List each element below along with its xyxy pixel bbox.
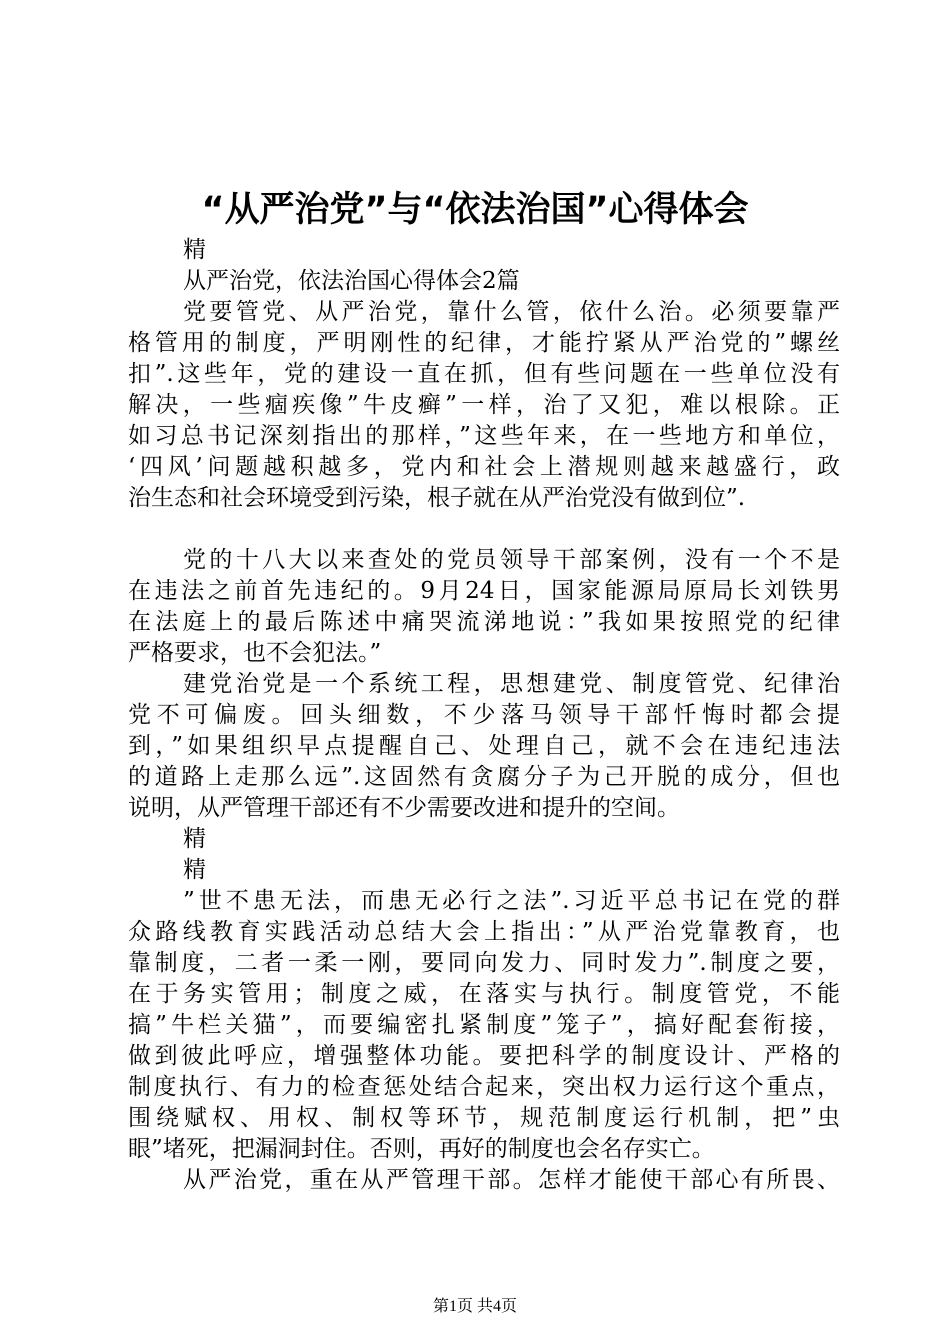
text-line: 从严治党，重在从严管理干部。怎样才能使干部心有所畏、 — [183, 1167, 840, 1193]
text-line: 制度执行、有力的检查惩处结合起来，突出权力运行这个重点， — [128, 1074, 840, 1100]
text-line: ”世不患无法，而患无必行之法”.习近平总书记在党的群 — [183, 888, 840, 914]
text-line: 格管用的制度，严明刚性的纪律，才能拧紧从严治党的”螺丝 — [128, 330, 840, 356]
text-line: 扣”.这些年，党的建设一直在抓，但有些问题在一些单位没有 — [128, 361, 840, 387]
text-line: 在于务实管用；制度之威，在落实与执行。制度管党，不能 — [128, 981, 840, 1007]
text-line: 众路线教育实践活动总结大会上指出：”从严治党靠教育，也 — [128, 919, 840, 945]
text-line: 靠制度，二者一柔一刚，要同向发力、同时发力”.制度之要， — [128, 950, 840, 976]
text-line: 精 — [183, 237, 206, 263]
text-line: 解决，一些痼疾像”牛皮癣”一样，治了又犯，难以根除。正 — [128, 392, 840, 418]
text-line: 建党治党是一个系统工程，思想建党、制度管党、纪律治 — [183, 671, 840, 697]
text-line: 如习总书记深刻指出的那样，”这些年来，在一些地方和单位， — [128, 423, 840, 449]
text-line: 围绕赋权、用权、制权等环节，规范制度运行机制，把”虫 — [128, 1105, 840, 1131]
text-line: 眼”堵死，把漏洞封住。否则，再好的制度也会名存实亡。 — [128, 1136, 715, 1162]
text-line: 精 — [183, 857, 206, 883]
text-line — [128, 514, 840, 545]
text-line: 做到彼此呼应，增强整体功能。要把科学的制度设计、严格的 — [128, 1043, 840, 1069]
text-line: 搞”牛栏关猫”，而要编密扎紧制度”笼子”，搞好配套衔接， — [128, 1012, 840, 1038]
text-line: ‘四风’问题越积越多，党内和社会上潜规则越来越盛行，政 — [128, 454, 840, 480]
text-line: 到，”如果组织早点提醒自己、处理自己，就不会在违纪违法 — [128, 733, 840, 759]
text-line: 严格要求，也不会犯法。” — [128, 640, 382, 666]
document-title: “从严治党”与“依法治国”心得体会 — [201, 190, 749, 230]
text-line: 在违法之前首先违纪的。9月24日，国家能源局原局长刘铁男 — [128, 578, 840, 604]
text-line: 党要管党、从严治党，靠什么管，依什么治。必须要靠严 — [183, 299, 840, 325]
text-line: 在法庭上的最后陈述中痛哭流涕地说：”我如果按照党的纪律 — [128, 609, 840, 635]
text-line: 党不可偏废。回头细数，不少落马领导干部忏悔时都会提 — [128, 702, 840, 728]
text-line: 治生态和社会环境受到污染，根子就在从严治党没有做到位”. — [128, 485, 746, 511]
page-footer: 第1页 共4页 — [432, 1298, 517, 1315]
text-line: 党的十八大以来查处的党员领导干部案例，没有一个不是 — [183, 547, 840, 573]
document-body — [128, 235, 840, 1196]
text-line: 从严治党，依法治国心得体会2篇 — [183, 268, 520, 294]
text-line: 说明，从严管理干部还有不少需要改进和提升的空间。 — [128, 795, 680, 821]
text-line: 精 — [183, 826, 206, 852]
text-line: 的道路上走那么远”.这固然有贪腐分子为己开脱的成分，但也 — [128, 764, 840, 790]
